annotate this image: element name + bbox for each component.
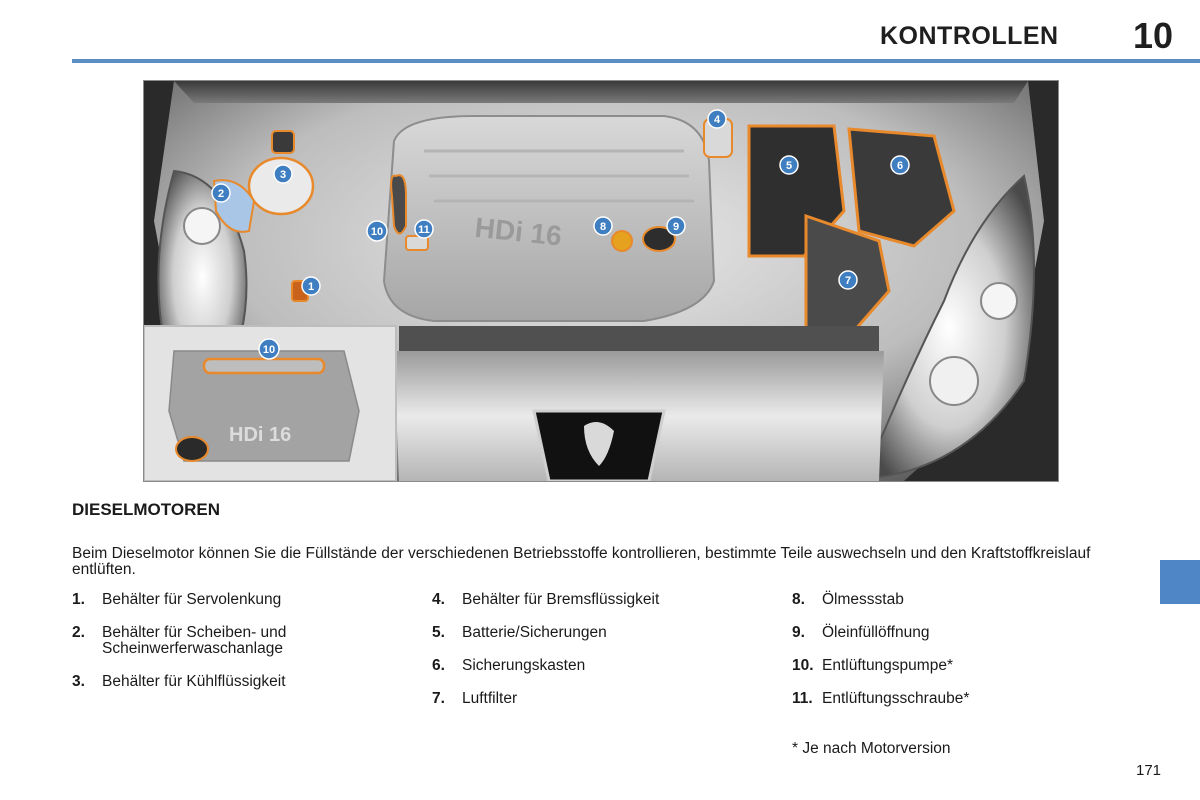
callout-2 [212, 184, 230, 202]
section-title: DIESELMOTOREN [72, 500, 220, 519]
svg-text:10: 10 [262, 344, 276, 356]
legend-item: 5. Batterie/Sicherungen [432, 624, 607, 641]
legend-column-3 [792, 592, 1132, 724]
inset-priming-pump [204, 359, 324, 373]
engine-compartment-illustration [143, 80, 1059, 482]
callout-10 [367, 221, 387, 241]
legend-column-1 [72, 592, 412, 707]
chapter-title: KONTROLLEN [880, 22, 1059, 50]
svg-text:1: 1 [307, 281, 315, 293]
engine-cover-badge: HDi 16 [473, 211, 564, 252]
callout-3 [274, 165, 292, 183]
priming-pump [391, 175, 406, 233]
inset-callout-10 [259, 339, 279, 359]
callout-8 [594, 217, 612, 235]
callout-5 [780, 156, 798, 174]
header-rule [72, 59, 1200, 63]
callout-1 [302, 277, 320, 295]
svg-text:8: 8 [599, 221, 607, 233]
legend-item: 4. Behälter für Bremsflüssigkeit [432, 591, 660, 608]
svg-text:2: 2 [217, 188, 225, 200]
inset-cover-badge: HDi 16 [229, 424, 292, 446]
legend-item: 3. Behälter für Kühlflüssigkeit [72, 673, 286, 690]
intro-paragraph: Beim Dieselmotor können Sie die Füllstände der verschiedenen Betriebsstoffe kontrollieren, bestimmte Teile auswechseln und den Kraftstoffkreislauf entlüften. [72, 545, 1091, 578]
legend-item: 11. Entlüftungsschraube* [792, 690, 970, 707]
footnote: * Je nach Motorversion [792, 740, 951, 757]
callout-4 [708, 110, 726, 128]
chapter-number: 10 [1133, 15, 1174, 56]
legend-item: 7. Luftfilter [432, 690, 518, 707]
callout-11 [415, 220, 433, 238]
svg-text:7: 7 [844, 275, 852, 287]
callout-7 [839, 271, 857, 289]
page-number: 171 [1136, 762, 1162, 779]
svg-text:6: 6 [896, 160, 904, 172]
svg-text:4: 4 [713, 114, 721, 126]
dipstick-handle [612, 231, 632, 251]
legend-item: 2. Behälter für Scheiben- und Scheinwerferwaschanlage [72, 624, 287, 657]
svg-text:3: 3 [279, 169, 287, 181]
callout-9 [667, 217, 685, 235]
svg-text:11: 11 [418, 224, 430, 236]
legend-item: 10. Entlüftungspumpe* [792, 657, 953, 674]
svg-text:9: 9 [672, 221, 680, 233]
legend-item: 1. Behälter für Servolenkung [72, 591, 282, 608]
svg-text:10: 10 [370, 226, 384, 238]
legend-item: 6. Sicherungskasten [432, 657, 586, 674]
svg-text:5: 5 [785, 160, 793, 172]
legend-item: 8. Ölmessstab [792, 591, 904, 608]
legend-item: 9. Öleinfüllöffnung [792, 624, 930, 641]
callout-6 [891, 156, 909, 174]
legend-column-2 [432, 592, 772, 724]
chapter-tab [1160, 560, 1200, 604]
